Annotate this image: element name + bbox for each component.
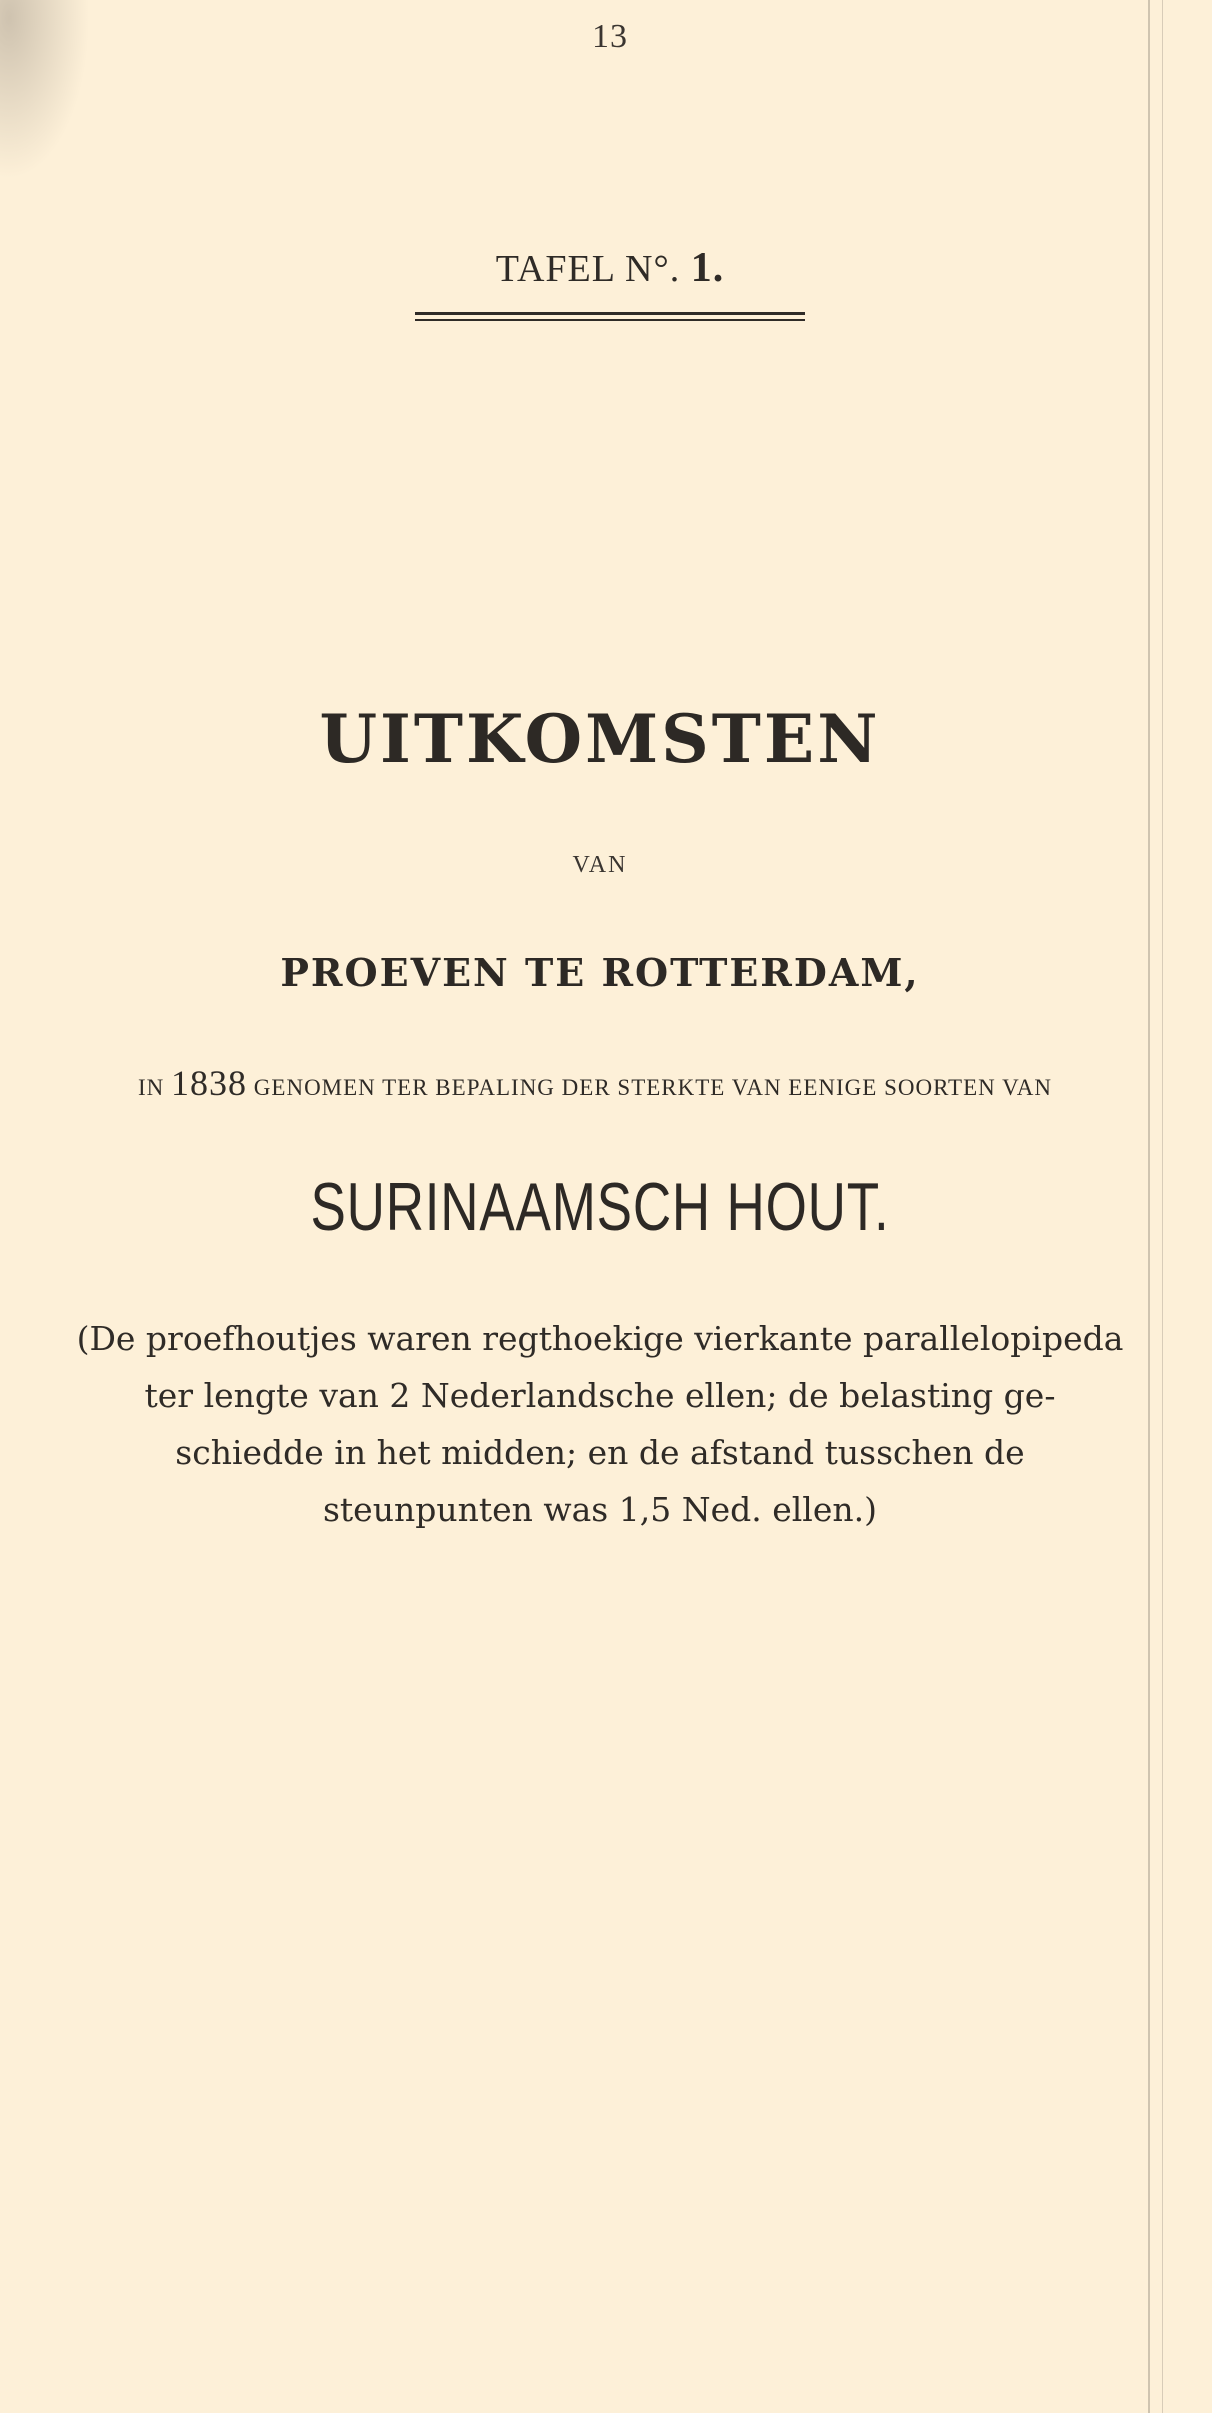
page-number: 13 bbox=[592, 18, 628, 55]
heading-rule bbox=[415, 312, 805, 315]
subtitle: PROEVEN TE ROTTERDAM, bbox=[280, 950, 920, 995]
intro-text: GENOMEN TER BEPALING DER STERKTE VAN EENIGE SOORTEN VAN bbox=[253, 1075, 1052, 1100]
description-line: steunpunten was 1,5 Ned. ellen.) bbox=[322, 1490, 877, 1529]
table-number: 1. bbox=[690, 245, 725, 291]
section-heading: SURINAAMSCH HOUT. bbox=[310, 1169, 890, 1245]
description-line: (De proefhoutjes waren regthoekige vierkante parallelopipeda bbox=[76, 1319, 1124, 1358]
margin-rule bbox=[1162, 0, 1163, 2413]
title-connector: VAN bbox=[572, 852, 628, 878]
paper-stain bbox=[0, 0, 90, 180]
description-line: schiedde in het midden; en de afstand tusschen de bbox=[175, 1433, 1025, 1472]
intro-year: 1838 bbox=[171, 1063, 248, 1103]
intro-prefix: IN bbox=[138, 1075, 165, 1100]
intro-line bbox=[30, 1062, 1160, 1104]
heading-rule bbox=[415, 319, 805, 321]
description-line: ter lengte van 2 Nederlandsche ellen; de belasting ge- bbox=[144, 1376, 1056, 1415]
main-title: UITKOMSTEN bbox=[319, 700, 881, 778]
table-heading bbox=[360, 244, 860, 292]
description-paragraph bbox=[40, 1310, 1160, 1538]
margin-rule bbox=[1148, 0, 1150, 2413]
table-label: TAFEL N°. bbox=[495, 248, 681, 290]
